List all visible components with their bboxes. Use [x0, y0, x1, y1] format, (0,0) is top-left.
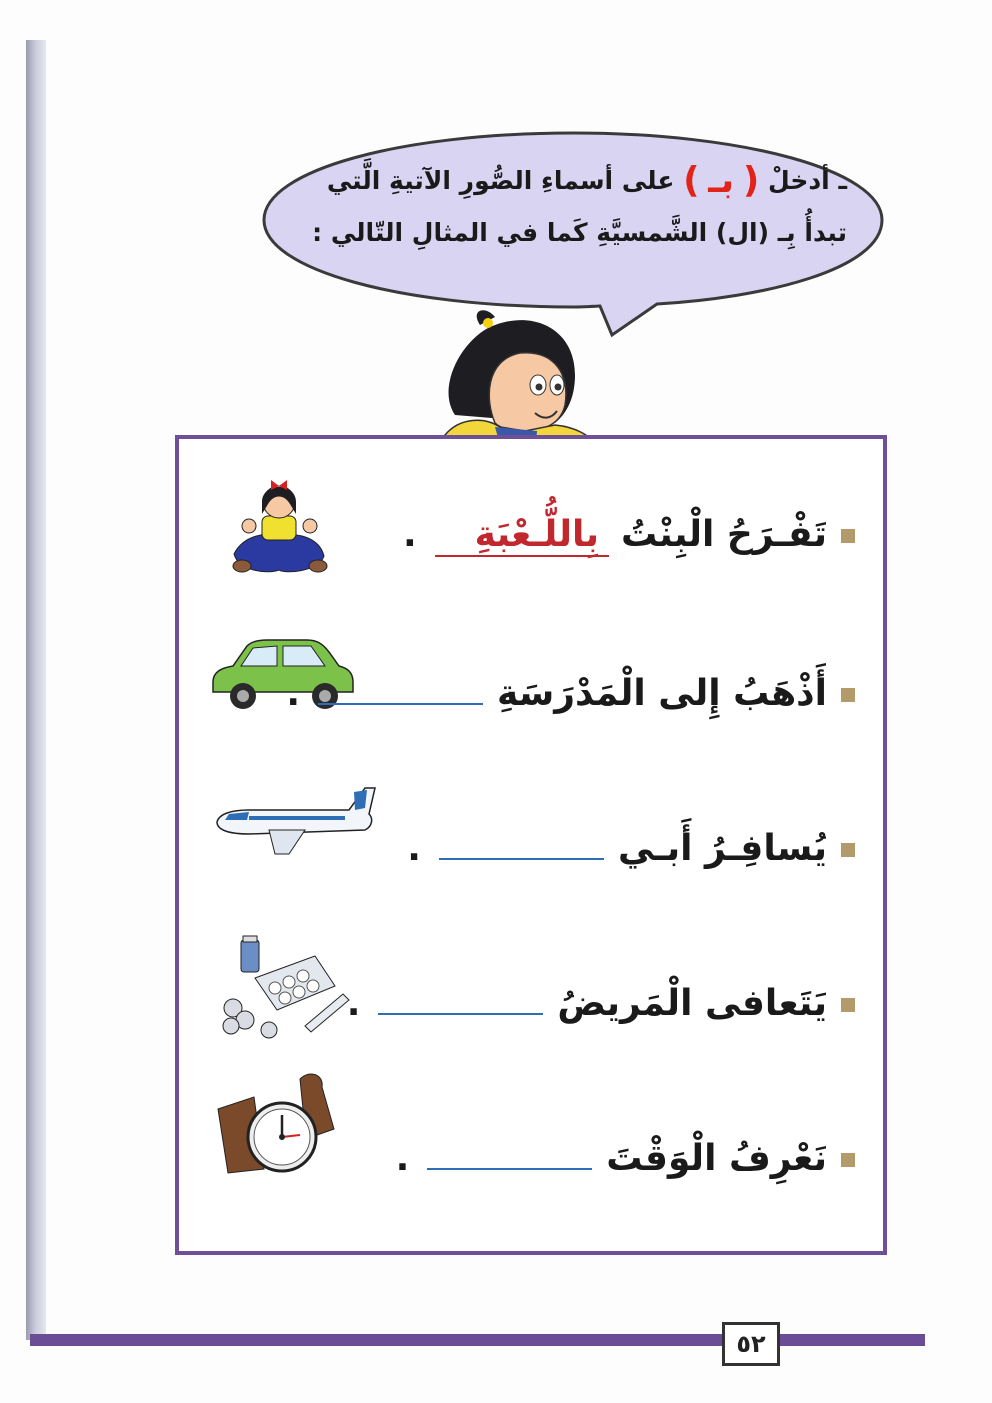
bullet-icon: [841, 1153, 855, 1167]
close-bracket: ): [683, 160, 700, 201]
footer-rule: [30, 1334, 925, 1346]
answer-blank[interactable]: [318, 669, 483, 705]
instruction-line2: تبدأُ بِـ (ال) الشَّمسيَّةِ كَما في المثالِ التّالي :: [312, 218, 847, 247]
answer-example: بِاللُّـعْبَةِ: [435, 514, 609, 557]
exercise-row-3: [179, 794, 883, 914]
page-number: ٥٢: [722, 1322, 780, 1366]
bullet-icon: [841, 843, 855, 857]
exercise-row-4: [179, 949, 883, 1069]
bullet-icon: [841, 529, 855, 543]
sentence-text: يَتَعافى الْمَريضُ: [557, 983, 827, 1024]
medicine-icon: [219, 934, 359, 1044]
book-spine: [26, 40, 46, 1340]
girl-character-icon: [425, 305, 600, 455]
answer-blank[interactable]: [439, 824, 604, 860]
answer-blank[interactable]: [427, 1134, 592, 1170]
instruction-text: [302, 155, 847, 259]
clock-icon: [214, 1069, 344, 1179]
airplane-icon: [209, 784, 379, 874]
exercise-frame: [175, 435, 887, 1255]
exercise-row-1: [179, 484, 883, 604]
sentence-text: أَذْهَبُ إِلى الْمَدْرَسَةِ: [497, 673, 827, 714]
exercise-sentence: [347, 979, 855, 1024]
sentence-text: يُسافِـرُ أَبـي: [617, 828, 827, 869]
highlight-letter: بـ: [708, 160, 735, 201]
exercise-sentence: [396, 1134, 855, 1179]
sentence-text: نَعْرِفُ الْوَقْتَ: [606, 1138, 827, 1179]
instruction-line1-start: ـ أدخلْ: [768, 166, 847, 195]
sentence-period: .: [395, 1138, 410, 1179]
sentence-period: .: [346, 983, 361, 1024]
exercise-sentence: [286, 669, 855, 714]
exercise-row-2: [179, 639, 883, 759]
open-bracket: (: [742, 160, 760, 201]
exercise-row-5: [179, 1104, 883, 1224]
doll-icon: [224, 474, 334, 584]
exercise-sentence: [403, 514, 855, 557]
sentence-period: .: [407, 828, 421, 869]
bullet-icon: [841, 688, 855, 702]
instruction-line1-end: علی أسماءِ الصُّورِ الآتيةِ الَّتي: [326, 166, 675, 195]
sentence-period: .: [286, 673, 301, 714]
exercise-sentence: [407, 824, 855, 869]
sentence-period: .: [402, 514, 417, 555]
sentence-text: تَفْـرَحُ الْبِنْتُ: [621, 514, 827, 555]
answer-blank[interactable]: [378, 979, 543, 1015]
bullet-icon: [841, 998, 855, 1012]
